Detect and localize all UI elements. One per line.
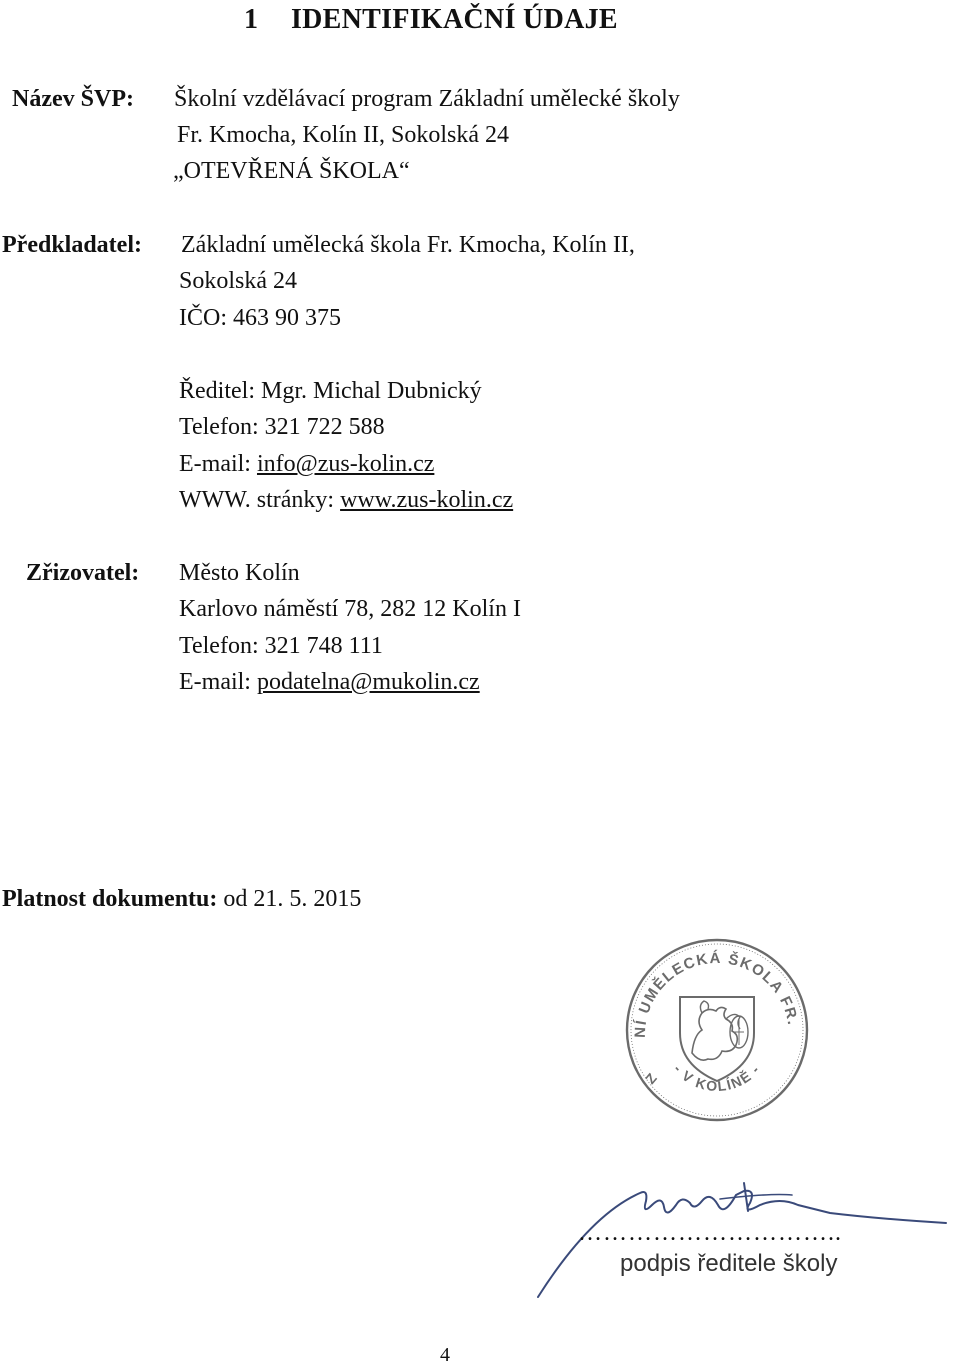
school-phone: Telefon: 321 722 588 [179,414,385,440]
seal-graphic [622,935,812,1125]
validity-label: Platnost dokumentu: [2,886,218,912]
zrizovatel-email-label: E-mail: [179,669,257,695]
zrizovatel-phone: Telefon: 321 748 111 [179,633,383,659]
section-title: IDENTIFIKAČNÍ ÚDAJE [290,4,618,35]
school-email-link[interactable]: info@zus-kolin.cz [256,451,435,477]
zrizovatel-email-row [179,669,480,696]
school-web-link[interactable]: www.zus-kolin.cz [340,487,514,513]
validity-row [2,886,361,913]
nazev-label: Název ŠVP: [12,86,134,112]
nazev-line-3: „OTEVŘENÁ ŠKOLA“ [173,158,410,184]
predkladatel-line-2: Sokolská 24 [179,268,298,294]
signature-dots: ………………………….. [578,1220,842,1246]
signature-caption: podpis ředitele školy [620,1250,838,1277]
section-heading [244,4,618,36]
lion-shield-icon [680,997,754,1081]
predkladatel-label: Předkladatel: [2,232,142,258]
seal-side-text: Z [642,1070,660,1087]
zrizovatel-label: Zřizovatel: [26,560,140,586]
director: Ředitel: Mgr. Michal Dubnický [179,378,482,404]
zrizovatel-line-2: Karlovo náměstí 78, 282 12 Kolín I [179,596,521,622]
predkladatel-line-1: Základní umělecká škola Fr. Kmocha, Kolín II, [181,232,635,258]
school-web-row [179,487,513,514]
nazev-line-1: Školní vzdělávací program Základní umělecké školy [174,86,680,112]
validity-value: od 21. 5. 2015 [217,886,362,912]
school-email-label: E-mail: [179,451,257,477]
zrizovatel-line-1: Město Kolín [179,560,300,586]
school-email-row [179,451,434,478]
predkladatel-ico: IČO: 463 90 375 [179,305,341,331]
school-web-label: WWW. stránky: [179,487,341,513]
nazev-line-2: Fr. Kmocha, Kolín II, Sokolská 24 [177,122,509,148]
section-number: 1 [244,4,259,35]
page-number: 4 [440,1344,450,1366]
seal-ring-text: NÍ UMĚLECKÁ ŠKOLA FR. [631,949,802,1039]
zrizovatel-email-link[interactable]: podatelna@mukolin.cz [256,669,480,695]
seal-bottom-text: - V KOLÍNĚ - [670,1060,764,1095]
school-seal [622,935,812,1125]
